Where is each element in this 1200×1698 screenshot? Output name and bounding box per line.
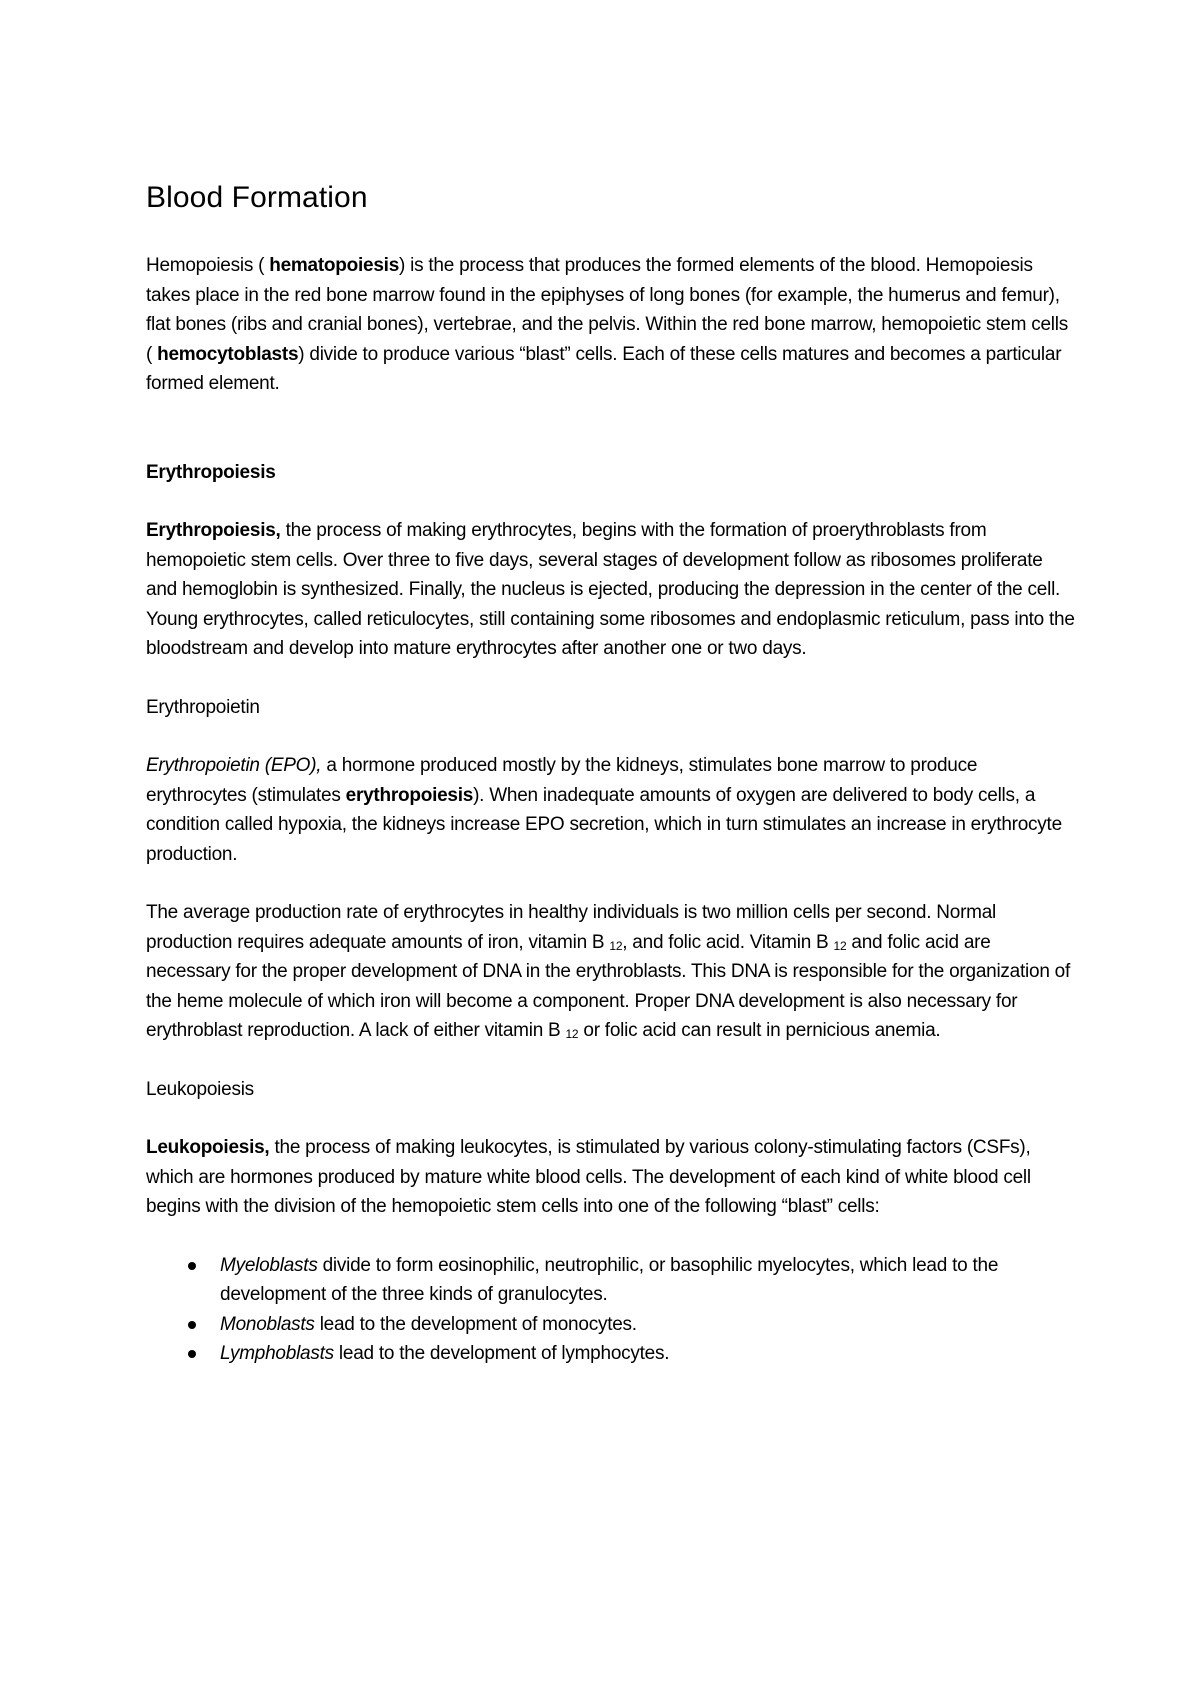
list-item — [146, 1339, 1076, 1369]
production-paragraph — [146, 898, 1076, 1046]
intro-text-1: Hemopoiesis ( — [146, 255, 270, 276]
epo-text-1: a hormone produced mostly by the kidneys, stimulates bone marrow to produce erythrocytes (stimulates — [146, 755, 978, 806]
leukopoiesis-text: the process of making leukocytes, is stimulated by various colony-stimulating factors (CSFs), which are hormones produced by mature white blood cells. The development of each kind of white blood cell begins with the division of the hemopoietic stem cells into one of the following “blast” cells: — [146, 1137, 1031, 1217]
erythropoiesis-text: the process of making erythrocytes, begins with the formation of proerythroblasts from hemopoietic stem cells. Over three to five days, several stages of development follow as ribosomes proliferate and hemoglobin is synthesized. Finally, the nucleus is ejected, producing the depression in the center of the cell. Young erythrocytes, called reticulocytes, still containing some ribosomes and endoplasmic reticulum, pass into the bloodstream and develop into mature erythrocytes after another one or two days. — [146, 520, 1075, 659]
subscript-12: 12 — [565, 1027, 579, 1041]
term-erythropoiesis-inline: erythropoiesis — [345, 784, 474, 806]
list-item-term: Lymphoblasts — [220, 1343, 334, 1364]
section-heading-leukopoiesis: Leukopoiesis — [146, 1078, 254, 1100]
document-body — [146, 178, 1076, 1369]
production-text-2: , and folic acid. Vitamin B — [622, 931, 834, 953]
list-item-term: Monoblasts — [220, 1313, 315, 1335]
term-hemocytoblasts: hemocytoblasts — [157, 343, 299, 365]
production-text-4: or folic acid can result in pernicious anemia. — [578, 1020, 941, 1041]
intro-text-2: ) is the process that produces the formed elements of the blood. Hemopoiesis takes place in the red bone marrow found in the epiphyses of long bones (for example, the humerus and femur), flat bones (ribs and cranial bones), vertebrae, and the pelvis. Within the red bone marrow, hemopoietic stem cells ( — [146, 255, 1068, 365]
leukopoiesis-paragraph — [146, 1133, 1076, 1222]
blast-cell-list — [146, 1251, 1076, 1369]
intro-text-3: ) divide to produce various “blast” cells. Each of these cells matures and becomes a particular formed element. — [146, 343, 1062, 394]
list-item-text: lead to the development of monocytes. — [314, 1313, 637, 1335]
erythropoietin-paragraph — [146, 751, 1076, 869]
section-heading-erythropoietin: Erythropoietin — [146, 696, 260, 718]
section-heading-erythropoiesis: Erythropoiesis — [146, 461, 276, 483]
epo-text-2: ). When inadequate amounts of oxygen are delivered to body cells, a condition called hypoxia, the kidneys increase EPO secretion, which in turn stimulates an increase in erythrocyte production. — [146, 784, 1062, 865]
subscript-12: 12 — [609, 938, 623, 953]
list-item-text: divide to form eosinophilic, neutrophilic, or basophilic myelocytes, which lead to the development of the three kinds of granulocytes. — [220, 1254, 999, 1305]
intro-paragraph — [146, 251, 1076, 399]
bullet-icon — [188, 1350, 196, 1358]
bullet-icon — [188, 1262, 196, 1270]
list-item — [146, 1251, 1076, 1310]
list-item — [146, 1310, 1076, 1340]
term-hematopoiesis: hematopoiesis — [269, 255, 400, 276]
subscript-12: 12 — [833, 938, 847, 953]
bullet-icon — [188, 1321, 196, 1329]
term-epo: Erythropoietin (EPO), — [146, 755, 322, 776]
term-leukopoiesis: Leukopoiesis, — [146, 1137, 270, 1158]
page-title: Blood Formation — [146, 181, 368, 214]
production-text-1: The average production rate of erythrocytes in healthy individuals is two million cells per second. Normal production requires adequate amounts of iron, vitamin B — [146, 902, 997, 953]
erythropoiesis-paragraph — [146, 516, 1076, 664]
term-erythropoiesis: Erythropoiesis, — [146, 520, 281, 541]
production-text-3: and folic acid are necessary for the proper development of DNA in the erythroblasts. This DNA is responsible for the organization of the heme molecule of which iron will become a component. Proper DNA development is also necessary for erythroblast reproduction. A lack of either vitamin B — [146, 931, 1071, 1041]
list-item-text: lead to the development of lymphocytes. — [333, 1343, 670, 1364]
list-item-term: Myeloblasts — [220, 1254, 318, 1276]
